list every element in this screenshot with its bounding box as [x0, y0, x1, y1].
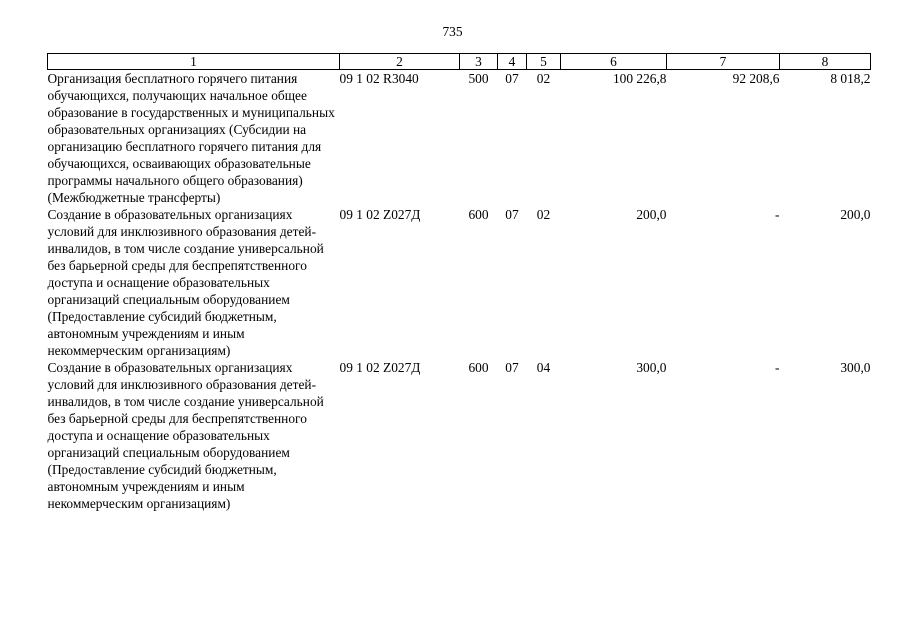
row-col-7: 92 208,6 [732, 71, 780, 86]
row-col-3: 500 [468, 71, 489, 86]
row-col-8: 200,0 [840, 207, 871, 222]
row-col-5: 04 [536, 360, 551, 375]
header-col-8: 8 [780, 54, 871, 70]
page-number: 735 [442, 24, 463, 39]
row-col-5: 02 [536, 71, 551, 86]
row-col-6: 200,0 [636, 207, 667, 222]
header-col-4: 4 [498, 54, 527, 70]
row-name: Организация бесплатного горячего питания обучающихся, получающих начальное общее образование в государственных и муниципальных образовательных организациях (Субсидии на организацию бесплатного горячего питания для обучающихся, осваивающих образовательные программы начального общего образования) (Межбюджетные трансферты) [47, 71, 335, 205]
table-row [48, 359, 871, 512]
header-col-7: 7 [667, 54, 780, 70]
table-row [48, 206, 871, 359]
row-col-3: 600 [468, 207, 489, 222]
header-col-5: 5 [527, 54, 561, 70]
row-col-7: - [775, 207, 780, 222]
row-col-4: 07 [505, 360, 519, 375]
row-col-4: 07 [505, 207, 519, 222]
table-row [48, 70, 871, 207]
header-row [48, 54, 871, 70]
row-code: 09 1 02 R3040 [339, 71, 419, 86]
header-col-2: 2 [340, 54, 460, 70]
row-col-6: 100 226,8 [612, 71, 667, 86]
row-code: 09 1 02 Z027Д [339, 207, 421, 222]
row-code: 09 1 02 Z027Д [339, 360, 421, 375]
header-col-1: 1 [48, 54, 340, 70]
header-col-6: 6 [561, 54, 667, 70]
budget-table [47, 53, 871, 512]
header-col-3: 3 [460, 54, 498, 70]
row-col-8: 8 018,2 [830, 71, 871, 86]
row-name: Создание в образовательных организациях условий для инклюзивного образования детей-инвалидов, в том числе создание универсальной без барьерной среды для беспрепятственного доступа и оснащение образовательных организаций специальным оборудованием (Предоставление субсидий бюджетным, автономным учреждениям и иным некоммерческим организациям) [47, 360, 324, 511]
row-col-6: 300,0 [636, 360, 667, 375]
row-name: Создание в образовательных организациях условий для инклюзивного образования детей-инвалидов, в том числе создание универсальной без барьерной среды для беспрепятственного доступа и оснащение образовательных организаций специальным оборудованием (Предоставление субсидий бюджетным, автономным учреждениям и иным некоммерческим организациям) [47, 207, 324, 358]
row-col-7: - [775, 360, 780, 375]
row-col-5: 02 [536, 207, 551, 222]
row-col-8: 300,0 [840, 360, 871, 375]
row-col-3: 600 [468, 360, 489, 375]
row-col-4: 07 [505, 71, 519, 86]
